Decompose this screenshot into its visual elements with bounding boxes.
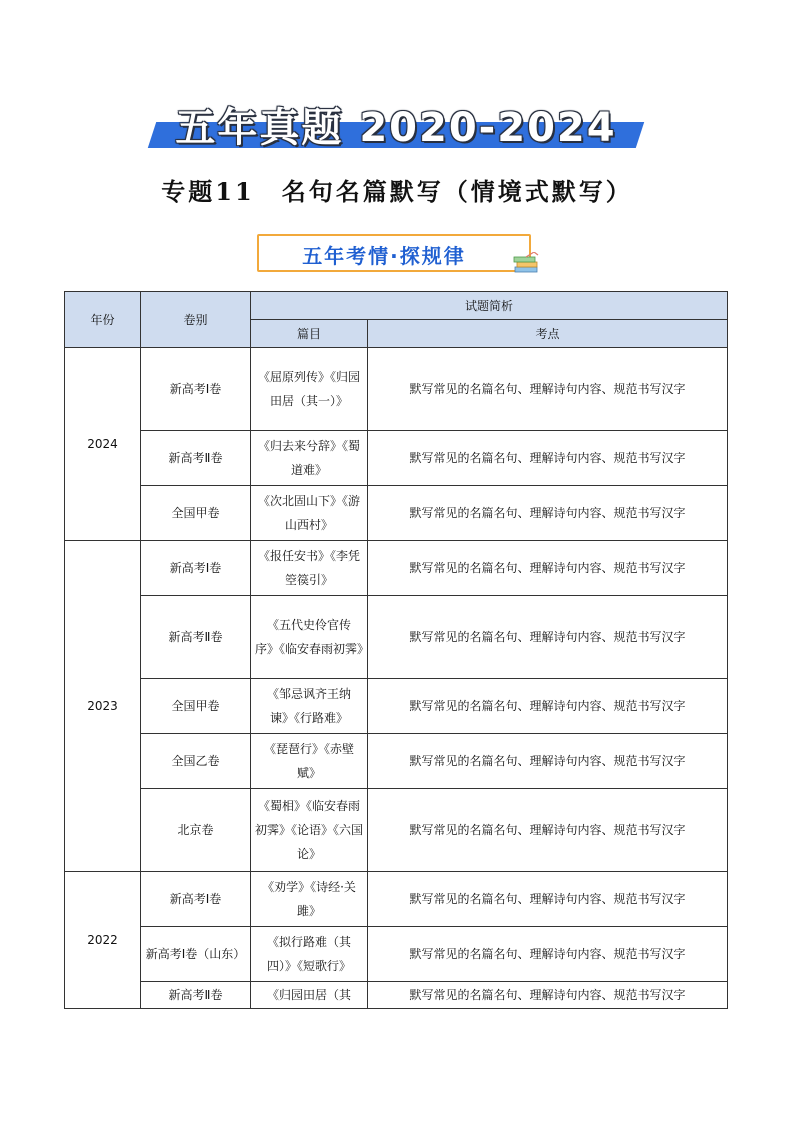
document-title: 专题11 名句名篇默写（情境式默写） xyxy=(161,177,633,206)
title-cell: 《拟行路难（其四）》《短歌行》 xyxy=(251,927,368,982)
point-cell: 默写常见的名篇名句、理解诗句内容、规范书写汉字 xyxy=(368,596,728,679)
section-tag xyxy=(257,234,531,272)
paper-cell: 新高考Ⅱ卷 xyxy=(141,982,251,1009)
paper-cell: 新高考Ⅱ卷 xyxy=(141,431,251,486)
point-cell: 默写常见的名篇名句、理解诗句内容、规范书写汉字 xyxy=(368,789,728,872)
point-cell: 默写常见的名篇名句、理解诗句内容、规范书写汉字 xyxy=(368,541,728,596)
title-cell: 《次北固山下》《游山西村》 xyxy=(251,486,368,541)
year-cell: 2022 xyxy=(65,872,141,1009)
section-tag-label: 五年考情·探规律 xyxy=(302,244,466,268)
point-cell: 默写常见的名篇名句、理解诗句内容、规范书写汉字 xyxy=(368,679,728,734)
point-cell: 默写常见的名篇名句、理解诗句内容、规范书写汉字 xyxy=(368,872,728,927)
paper-cell: 新高考Ⅰ卷 xyxy=(141,348,251,431)
header-title: 篇目 xyxy=(251,320,368,348)
title-cell: 《邹忌讽齐王纳谏》《行路难》 xyxy=(251,679,368,734)
year-cell: 2024 xyxy=(65,348,141,541)
paper-cell: 全国乙卷 xyxy=(141,734,251,789)
title-cell: 《劝学》《诗经·关雎》 xyxy=(251,872,368,927)
title-cell: 《琵琶行》《赤壁赋》 xyxy=(251,734,368,789)
header-paper: 卷别 xyxy=(141,292,251,348)
paper-cell: 北京卷 xyxy=(141,789,251,872)
banner-title: 五年真题 2020-2024 xyxy=(175,105,617,151)
exam-analysis-table xyxy=(64,291,728,1009)
title-cell: 《屈原列传》《归园田居（其一）》 xyxy=(251,348,368,431)
paper-cell: 新高考Ⅰ卷（山东） xyxy=(141,927,251,982)
paper-cell: 新高考Ⅰ卷 xyxy=(141,872,251,927)
point-cell: 默写常见的名篇名句、理解诗句内容、规范书写汉字 xyxy=(368,486,728,541)
paper-cell: 新高考Ⅱ卷 xyxy=(141,596,251,679)
year-cell: 2023 xyxy=(65,541,141,872)
title-cell: 《归去来兮辞》《蜀道难》 xyxy=(251,431,368,486)
paper-cell: 全国甲卷 xyxy=(141,486,251,541)
header-year: 年份 xyxy=(65,292,141,348)
banner xyxy=(148,94,644,156)
point-cell: 默写常见的名篇名句、理解诗句内容、规范书写汉字 xyxy=(368,982,728,1009)
header-analysis: 试题简析 xyxy=(251,292,728,320)
point-cell: 默写常见的名篇名句、理解诗句内容、规范书写汉字 xyxy=(368,734,728,789)
paper-cell: 新高考Ⅰ卷 xyxy=(141,541,251,596)
books-icon xyxy=(512,252,542,276)
point-cell: 默写常见的名篇名句、理解诗句内容、规范书写汉字 xyxy=(368,927,728,982)
title-cell: 《蜀相》《临安春雨初霁》《论语》《六国论》 xyxy=(251,789,368,872)
title-cell: 《归园田居（其 xyxy=(251,982,368,1009)
point-cell: 默写常见的名篇名句、理解诗句内容、规范书写汉字 xyxy=(368,431,728,486)
header-point: 考点 xyxy=(368,320,728,348)
title-cell: 《五代史伶官传序》《临安春雨初霁》 xyxy=(251,596,368,679)
paper-cell: 全国甲卷 xyxy=(141,679,251,734)
point-cell: 默写常见的名篇名句、理解诗句内容、规范书写汉字 xyxy=(368,348,728,431)
title-cell: 《报任安书》《李凭箜篌引》 xyxy=(251,541,368,596)
